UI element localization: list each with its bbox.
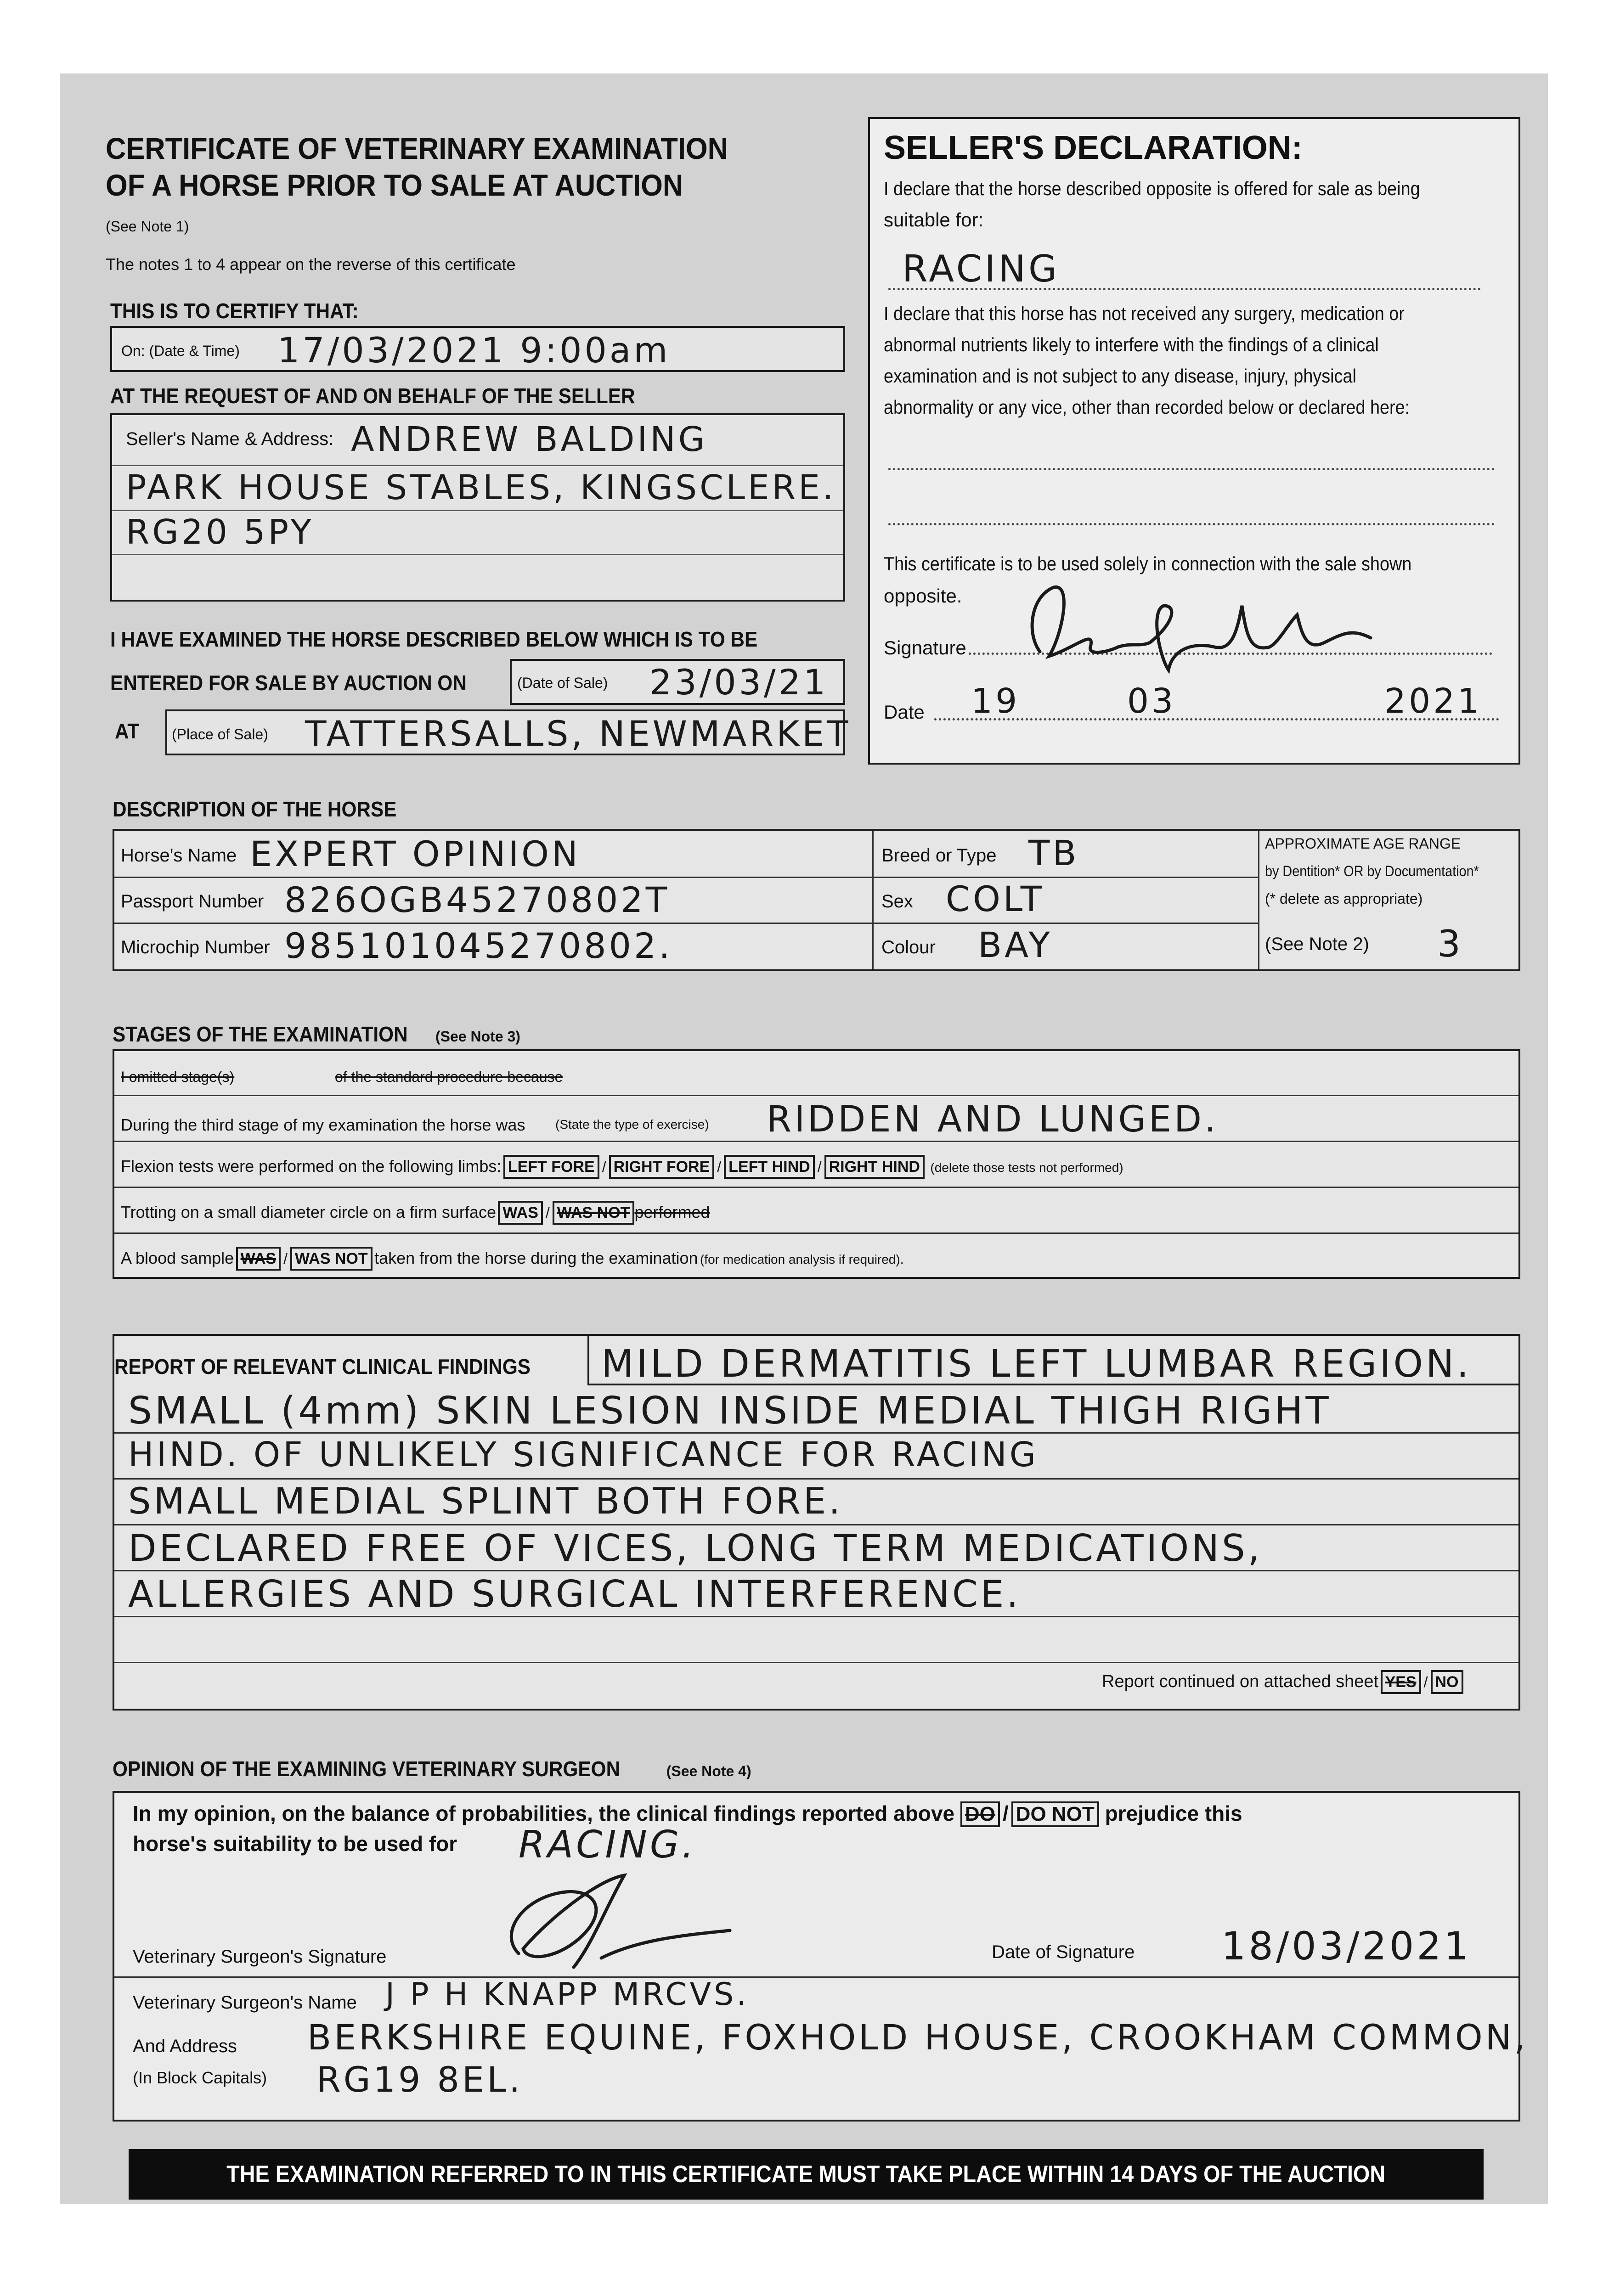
- vet-signature-label: Veterinary Surgeon's Signature: [133, 1947, 387, 1967]
- report-continued-yes: YES: [1381, 1670, 1421, 1694]
- flexion-right-fore: RIGHT FORE: [609, 1155, 715, 1179]
- third-stage-value: RIDDEN AND LUNGED.: [767, 1099, 1219, 1140]
- place-of-sale-box: [165, 709, 851, 755]
- at-label: AT: [115, 719, 140, 743]
- see-note-1: (See Note 1): [106, 218, 189, 235]
- blood-sample-was-not: WAS NOT: [290, 1247, 373, 1271]
- report-continued-label: Report continued on attached sheet: [1102, 1672, 1379, 1691]
- seller-address-line-2: RG20 5PY: [126, 512, 314, 552]
- vet-name-value: J P H KNAPP MRCVS.: [385, 1976, 749, 2013]
- declaration-para-3: examination and is not subject to any disease, injury, physical: [884, 365, 1356, 387]
- passport-number-label: Passport Number: [121, 891, 264, 912]
- opinion-do: DO: [960, 1801, 1000, 1827]
- flexion-row: Flexion tests were performed on the following limbs: LEFT FORE / RIGHT FORE / LEFT HIND / RIGHT HIND (delete those tests not performed): [121, 1155, 1123, 1179]
- finding-line-1: MILD DERMATITIS LEFT LUMBAR REGION.: [601, 1342, 1472, 1386]
- exam-date-box: [110, 326, 845, 372]
- signature-label: Signature: [884, 637, 966, 658]
- colour-label: Colour: [881, 937, 936, 957]
- declaration-use-2: opposite.: [884, 585, 962, 607]
- seller-name-value: ANDREW BALDING: [351, 420, 707, 459]
- certificate-sheet: [60, 73, 1548, 2204]
- declaration-para-1: I declare that this horse has not received any surgery, medication or: [884, 303, 1405, 324]
- trotting-was: WAS: [498, 1201, 542, 1225]
- trotting-label: Trotting on a small diameter circle on a firm surface: [121, 1203, 496, 1221]
- flexion-right-hind: RIGHT HIND: [824, 1155, 925, 1179]
- declaration-use-1: This certificate is to be used solely in connection with the sale shown: [884, 553, 1412, 574]
- flexion-note: (delete those tests not performed): [930, 1160, 1123, 1175]
- footer-banner-text: THE EXAMINATION REFERRED TO IN THIS CERTIFICATE MUST TAKE PLACE WITHIN 14 DAYS OF THE AUCTION: [226, 2161, 1386, 2188]
- declaration-para-2: abnormal nutrients likely to interfere with the findings of a clinical: [884, 334, 1379, 355]
- declaration-title: SELLER'S DECLARATION:: [884, 129, 1303, 166]
- declaration-date-label: Date: [884, 701, 925, 723]
- horse-name-value: EXPERT OPINION: [250, 833, 581, 874]
- passport-number-value: 826OGB45270802T: [284, 879, 670, 920]
- opinion-heading-note: (See Note 4): [666, 1763, 751, 1779]
- seller-signature-image: [1022, 578, 1412, 679]
- description-table: [113, 829, 1520, 971]
- third-stage-label: During the third stage of my examination the horse was: [121, 1115, 525, 1134]
- stages-heading-note: (See Note 3): [435, 1028, 520, 1045]
- opinion-heading: OPINION OF THE EXAMINING VETERINARY SURGEON: [113, 1757, 621, 1781]
- seller-name-address-label: Seller's Name & Address:: [126, 429, 334, 449]
- sex-value: COLT: [946, 878, 1045, 919]
- flexion-left-fore: LEFT FORE: [503, 1155, 599, 1179]
- date-of-sale-value: 23/03/21: [649, 662, 829, 703]
- examined-line-1: I HAVE EXAMINED THE HORSE DESCRIBED BELOW WHICH IS TO BE: [110, 627, 758, 651]
- vet-signature-image: [491, 1866, 748, 1981]
- sellers-declaration-box: [868, 117, 1520, 765]
- blood-sample-label: A blood sample: [121, 1249, 234, 1267]
- address-block-capitals-note: (In Block Capitals): [133, 2068, 267, 2087]
- opinion-heading-row: [113, 1756, 751, 1781]
- declaration-date-month: 03: [1127, 681, 1176, 721]
- microchip-number-label: Microchip Number: [121, 937, 270, 957]
- clinical-findings-heading: REPORT OF RELEVANT CLINICAL FINDINGS: [114, 1355, 531, 1379]
- horse-name-label: Horse's Name: [121, 845, 237, 866]
- clinical-findings-box: [113, 1334, 1520, 1711]
- finding-line-6: ALLERGIES AND SURGICAL INTERFERENCE.: [128, 1573, 1021, 1615]
- opinion-box: [113, 1791, 1528, 2122]
- certificate-title: [106, 131, 775, 203]
- declaration-line-1: I declare that the horse described opposite is offered for sale as being: [884, 178, 1420, 199]
- omitted-stages-label: I omitted stage(s): [121, 1069, 235, 1085]
- microchip-number-value: 985101045270802.: [284, 925, 673, 966]
- exam-date-time-value: 17/03/2021 9:00am: [277, 330, 671, 371]
- opinion-text-row: In my opinion, on the balance of probabilities, the clinical findings reported above DO / DO NOT prejudice this: [133, 1801, 1242, 1827]
- colour-value: BAY: [978, 924, 1053, 965]
- finding-line-3: HIND. OF UNLIKELY SIGNIFICANCE FOR RACING: [128, 1435, 1039, 1474]
- description-heading: DESCRIPTION OF THE HORSE: [113, 797, 397, 821]
- age-range-by: by Dentition* OR by Documentation*: [1265, 863, 1479, 879]
- title-line-2: OF A HORSE PRIOR TO SALE AT AUCTION: [106, 168, 683, 202]
- opinion-text-a: In my opinion, on the balance of probabilities, the clinical findings reported above: [133, 1801, 955, 1825]
- stages-heading: STAGES OF THE EXAMINATION: [113, 1022, 408, 1046]
- finding-line-2: SMALL (4mm) SKIN LESION INSIDE MEDIAL THIGH RIGHT: [128, 1389, 1332, 1433]
- seller-address-box: [110, 413, 845, 602]
- report-continued-no: NO: [1431, 1670, 1463, 1694]
- omitted-stages-reason: of the standard procedure because: [335, 1069, 563, 1085]
- age-value: 3: [1437, 923, 1463, 965]
- stages-heading-row: [113, 1022, 520, 1047]
- age-range-heading: APPROXIMATE AGE RANGE: [1265, 835, 1461, 852]
- seller-address-line-1: PARK HOUSE STABLES, KINGSCLERE.: [126, 468, 836, 507]
- trotting-row: Trotting on a small diameter circle on a firm surface WAS / WAS NOT performed: [121, 1201, 710, 1225]
- opinion-suitable-value: RACING.: [519, 1823, 697, 1867]
- date-of-sale-box: [510, 659, 845, 705]
- finding-line-4: SMALL MEDIAL SPLINT BOTH FORE.: [128, 1481, 843, 1522]
- examined-line-2: ENTERED FOR SALE BY AUCTION ON: [110, 671, 467, 695]
- breed-type-value: TB: [1028, 833, 1079, 873]
- declaration-para-4: abnormality or any vice, other than recorded below or declared here:: [884, 396, 1410, 418]
- address-line-1: BERKSHIRE EQUINE, FOXHOLD HOUSE, CROOKHAM COMMON,: [307, 2017, 1528, 2058]
- request-heading: AT THE REQUEST OF AND ON BEHALF OF THE SELLER: [110, 384, 635, 408]
- declaration-line-2: suitable for:: [884, 209, 984, 231]
- breed-type-label: Breed or Type: [881, 845, 997, 866]
- address-line-2: RG19 8EL.: [316, 2059, 523, 2100]
- age-range-see-note: (See Note 2): [1265, 934, 1369, 954]
- stages-box: [113, 1049, 1520, 1279]
- blood-sample-note: (for medication analysis if required).: [700, 1252, 904, 1266]
- date-of-sale-label: (Date of Sale): [517, 675, 608, 691]
- declaration-date-day: 19: [971, 681, 1020, 721]
- date-of-signature-value: 18/03/2021: [1221, 1924, 1472, 1969]
- opinion-do-not: DO NOT: [1011, 1801, 1099, 1827]
- footer-banner: [129, 2149, 1484, 2200]
- sex-label: Sex: [881, 891, 913, 912]
- third-stage-note: (State the type of exercise): [555, 1117, 709, 1131]
- age-range-delete-note: (* delete as appropriate): [1265, 890, 1423, 907]
- vet-name-label: Veterinary Surgeon's Name: [133, 1992, 357, 2013]
- report-continued-row: Report continued on attached sheet YES / NO: [1102, 1670, 1463, 1694]
- blood-sample-rest: taken from the horse during the examination: [374, 1249, 698, 1267]
- blood-sample-was: WAS: [236, 1247, 281, 1271]
- date-of-signature-label: Date of Signature: [992, 1942, 1135, 1962]
- blood-sample-row: A blood sample WAS / WAS NOT taken from the horse during the examination (for medication analysis if required).: [121, 1247, 903, 1271]
- flexion-label: Flexion tests were performed on the following limbs:: [121, 1157, 502, 1176]
- opinion-text-b: prejudice this: [1105, 1801, 1242, 1825]
- flexion-left-hind: LEFT HIND: [724, 1155, 815, 1179]
- title-line-1: CERTIFICATE OF VETERINARY EXAMINATION: [106, 131, 728, 165]
- place-of-sale-label: (Place of Sale): [172, 726, 268, 743]
- on-date-time-label: On: (Date & Time): [121, 343, 240, 359]
- address-label: And Address: [133, 2036, 237, 2056]
- opinion-text-c: horse's suitability to be used for: [133, 1832, 457, 1856]
- finding-line-5: DECLARED FREE OF VICES, LONG TERM MEDICATIONS,: [128, 1527, 1263, 1570]
- place-of-sale-value: TATTERSALLS, NEWMARKET: [305, 713, 851, 754]
- trotting-performed: performed: [634, 1203, 710, 1221]
- trotting-was-not: WAS NOT: [553, 1201, 635, 1225]
- certify-heading: THIS IS TO CERTIFY THAT:: [110, 299, 359, 323]
- notes-line: The notes 1 to 4 appear on the reverse of this certificate: [106, 255, 516, 274]
- declaration-date-year: 2021: [1384, 681, 1482, 721]
- suitable-for-value: RACING: [902, 248, 1060, 290]
